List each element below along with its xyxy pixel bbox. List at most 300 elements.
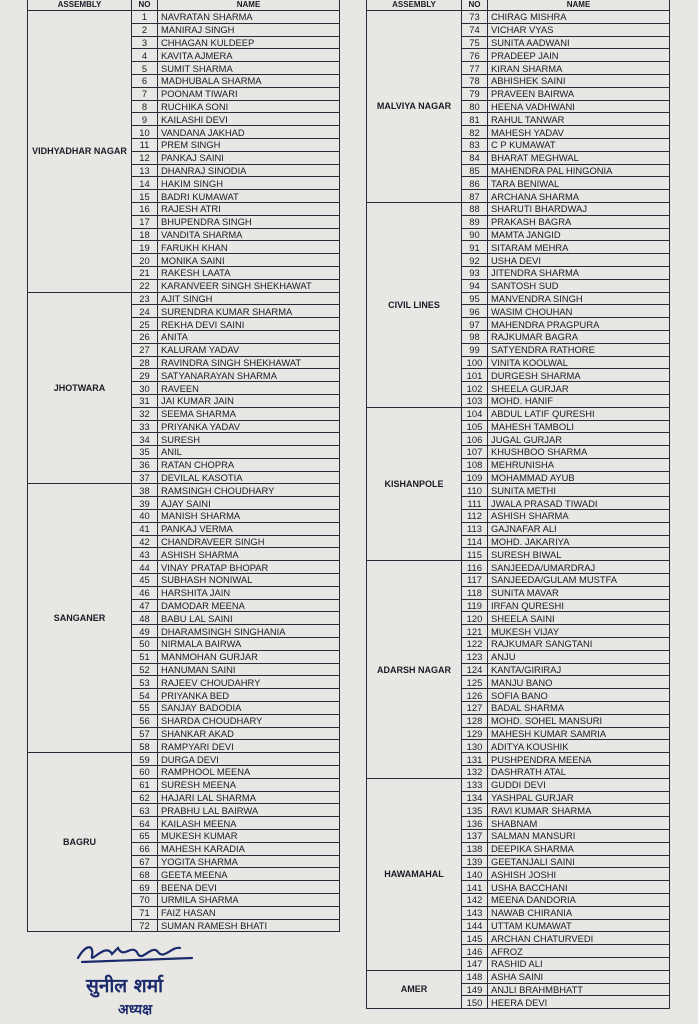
- serial-number-cell: 24: [132, 305, 158, 318]
- serial-number-cell: 90: [462, 228, 488, 241]
- table-row: [28, 484, 340, 497]
- member-name-cell: MAMTA JANGID: [488, 228, 670, 241]
- serial-number-cell: 61: [132, 778, 158, 791]
- serial-number-cell: 94: [462, 279, 488, 292]
- serial-number-cell: 27: [132, 343, 158, 356]
- serial-number-cell: 32: [132, 407, 158, 420]
- serial-number-cell: 124: [462, 663, 488, 676]
- serial-number-cell: 1: [132, 11, 158, 24]
- serial-number-cell: 16: [132, 202, 158, 215]
- member-name-cell: JITENDRA SHARMA: [488, 266, 670, 279]
- table-row: [367, 778, 670, 791]
- serial-number-cell: 87: [462, 190, 488, 203]
- member-name-cell: MANIRAJ SINGH: [158, 23, 340, 36]
- member-name-cell: MEENA DANDORIA: [488, 893, 670, 906]
- header-no: NO: [462, 0, 488, 11]
- member-name-cell: VICHAR VYAS: [488, 23, 670, 36]
- member-name-cell: NIRMALA BAIRWA: [158, 638, 340, 651]
- serial-number-cell: 133: [462, 778, 488, 791]
- serial-number-cell: 42: [132, 535, 158, 548]
- member-name-cell: KALURAM YADAV: [158, 343, 340, 356]
- member-name-cell: AJAY SAINI: [158, 497, 340, 510]
- member-name-cell: KAVITA AJMERA: [158, 49, 340, 62]
- member-name-cell: HAKIM SINGH: [158, 177, 340, 190]
- left-header-row: [28, 0, 340, 11]
- serial-number-cell: 99: [462, 343, 488, 356]
- member-name-cell: ASHISH JOSHI: [488, 868, 670, 881]
- serial-number-cell: 49: [132, 625, 158, 638]
- table-row: [367, 202, 670, 215]
- member-name-cell: AJIT SINGH: [158, 292, 340, 305]
- member-name-cell: RAMSINGH CHOUDHARY: [158, 484, 340, 497]
- member-name-cell: SUMIT SHARMA: [158, 62, 340, 75]
- serial-number-cell: 103: [462, 394, 488, 407]
- serial-number-cell: 41: [132, 522, 158, 535]
- table-row: [367, 561, 670, 574]
- member-name-cell: SHARUTI BHARDWAJ: [488, 202, 670, 215]
- serial-number-cell: 67: [132, 855, 158, 868]
- serial-number-cell: 88: [462, 202, 488, 215]
- serial-number-cell: 146: [462, 945, 488, 958]
- serial-number-cell: 79: [462, 87, 488, 100]
- serial-number-cell: 58: [132, 740, 158, 753]
- serial-number-cell: 84: [462, 151, 488, 164]
- member-name-cell: MOHD. SOHEL MANSURI: [488, 714, 670, 727]
- serial-number-cell: 100: [462, 356, 488, 369]
- serial-number-cell: 89: [462, 215, 488, 228]
- member-name-cell: ABDUL LATIF QURESHI: [488, 407, 670, 420]
- serial-number-cell: 46: [132, 586, 158, 599]
- member-name-cell: RASHID ALI: [488, 957, 670, 970]
- member-name-cell: NAVRATAN SHARMA: [158, 11, 340, 24]
- table-row: [367, 407, 670, 420]
- member-name-cell: DHANRAJ SINODIA: [158, 164, 340, 177]
- member-name-cell: HEENA VADHWANI: [488, 100, 670, 113]
- serial-number-cell: 48: [132, 612, 158, 625]
- member-name-cell: TARA BENIWAL: [488, 177, 670, 190]
- member-name-cell: ANITA: [158, 330, 340, 343]
- serial-number-cell: 111: [462, 497, 488, 510]
- member-name-cell: MOHAMMAD AYUB: [488, 471, 670, 484]
- member-name-cell: RAVI KUMAR SHARMA: [488, 804, 670, 817]
- serial-number-cell: 113: [462, 522, 488, 535]
- member-name-cell: RAJKUMAR BAGRA: [488, 330, 670, 343]
- serial-number-cell: 147: [462, 957, 488, 970]
- member-name-cell: RUCHIKA SONI: [158, 100, 340, 113]
- serial-number-cell: 34: [132, 433, 158, 446]
- serial-number-cell: 118: [462, 586, 488, 599]
- serial-number-cell: 19: [132, 241, 158, 254]
- member-name-cell: MADHUBALA SHARMA: [158, 74, 340, 87]
- member-name-cell: PANKAJ VERMA: [158, 522, 340, 535]
- serial-number-cell: 47: [132, 599, 158, 612]
- serial-number-cell: 52: [132, 663, 158, 676]
- serial-number-cell: 93: [462, 266, 488, 279]
- assembly-cell: BAGRU: [28, 753, 132, 932]
- serial-number-cell: 83: [462, 138, 488, 151]
- member-name-cell: VANDANA JAKHAD: [158, 126, 340, 139]
- header-assembly: ASSEMBLY: [367, 0, 462, 11]
- member-name-cell: ANJLI BRAHMBHATT: [488, 983, 670, 996]
- serial-number-cell: 85: [462, 164, 488, 177]
- member-name-cell: SUMAN RAMESH BHATI: [158, 919, 340, 932]
- serial-number-cell: 23: [132, 292, 158, 305]
- member-name-cell: MANISH SHARMA: [158, 510, 340, 523]
- member-name-cell: MUKESH KUMAR: [158, 830, 340, 843]
- member-name-cell: KANTA/GIRIRAJ: [488, 663, 670, 676]
- serial-number-cell: 106: [462, 433, 488, 446]
- member-name-cell: CHANDRAVEER SINGH: [158, 535, 340, 548]
- serial-number-cell: 145: [462, 932, 488, 945]
- member-name-cell: SURESH: [158, 433, 340, 446]
- table-row: [367, 11, 670, 24]
- member-name-cell: MAHESH TAMBOLI: [488, 420, 670, 433]
- member-name-cell: BHARAT MEGHWAL: [488, 151, 670, 164]
- member-name-cell: PRIYANKA BED: [158, 689, 340, 702]
- member-name-cell: ANIL: [158, 446, 340, 459]
- serial-number-cell: 97: [462, 318, 488, 331]
- serial-number-cell: 96: [462, 305, 488, 318]
- member-name-cell: RAVEEN: [158, 382, 340, 395]
- serial-number-cell: 38: [132, 484, 158, 497]
- serial-number-cell: 74: [462, 23, 488, 36]
- serial-number-cell: 101: [462, 369, 488, 382]
- serial-number-cell: 92: [462, 254, 488, 267]
- member-name-cell: SUNITA METHI: [488, 484, 670, 497]
- serial-number-cell: 136: [462, 817, 488, 830]
- serial-number-cell: 10: [132, 126, 158, 139]
- serial-number-cell: 120: [462, 612, 488, 625]
- member-name-cell: RAVINDRA SINGH SHEKHAWAT: [158, 356, 340, 369]
- serial-number-cell: 43: [132, 548, 158, 561]
- left-table: [27, 0, 340, 932]
- member-name-cell: SATYENDRA RATHORE: [488, 343, 670, 356]
- serial-number-cell: 59: [132, 753, 158, 766]
- member-name-cell: SANJAY BADODIA: [158, 702, 340, 715]
- serial-number-cell: 132: [462, 766, 488, 779]
- serial-number-cell: 70: [132, 893, 158, 906]
- member-name-cell: SEEMA SHARMA: [158, 407, 340, 420]
- member-name-cell: DURGESH SHARMA: [488, 369, 670, 382]
- member-name-cell: RAMPHOOL MEENA: [158, 766, 340, 779]
- serial-number-cell: 11: [132, 138, 158, 151]
- member-name-cell: YOGITA SHARMA: [158, 855, 340, 868]
- member-name-cell: BADRI KUMAWAT: [158, 190, 340, 203]
- serial-number-cell: 121: [462, 625, 488, 638]
- member-name-cell: SATYANARAYAN SHARMA: [158, 369, 340, 382]
- member-name-cell: MOHD. HANIF: [488, 394, 670, 407]
- member-name-cell: AFROZ: [488, 945, 670, 958]
- serial-number-cell: 108: [462, 458, 488, 471]
- serial-number-cell: 138: [462, 842, 488, 855]
- serial-number-cell: 140: [462, 868, 488, 881]
- serial-number-cell: 21: [132, 266, 158, 279]
- member-name-cell: PANKAJ SAINI: [158, 151, 340, 164]
- member-name-cell: CHIRAG MISHRA: [488, 11, 670, 24]
- serial-number-cell: 149: [462, 983, 488, 996]
- serial-number-cell: 131: [462, 753, 488, 766]
- member-name-cell: MAHESH KARADIA: [158, 842, 340, 855]
- member-name-cell: MANJU BANO: [488, 676, 670, 689]
- member-name-cell: IRFAN QURESHI: [488, 599, 670, 612]
- serial-number-cell: 102: [462, 382, 488, 395]
- member-name-cell: MAHESH KUMAR SAMRIA: [488, 727, 670, 740]
- assembly-cell: ADARSH NAGAR: [367, 561, 462, 779]
- serial-number-cell: 77: [462, 62, 488, 75]
- serial-number-cell: 63: [132, 804, 158, 817]
- serial-number-cell: 54: [132, 689, 158, 702]
- member-name-cell: FARUKH KHAN: [158, 241, 340, 254]
- table-row: [28, 11, 340, 24]
- member-name-cell: REKHA DEVI SAINI: [158, 318, 340, 331]
- member-name-cell: DEVILAL KASOTIA: [158, 471, 340, 484]
- signature-mark: [72, 934, 202, 970]
- serial-number-cell: 40: [132, 510, 158, 523]
- member-name-cell: POONAM TIWARI: [158, 87, 340, 100]
- serial-number-cell: 69: [132, 881, 158, 894]
- serial-number-cell: 95: [462, 292, 488, 305]
- serial-number-cell: 50: [132, 638, 158, 651]
- header-name: NAME: [158, 0, 340, 11]
- serial-number-cell: 30: [132, 382, 158, 395]
- signatory-name: सुनील शर्मा: [86, 975, 164, 997]
- assembly-cell: SANGANER: [28, 484, 132, 753]
- header-assembly: ASSEMBLY: [28, 0, 132, 11]
- serial-number-cell: 109: [462, 471, 488, 484]
- serial-number-cell: 57: [132, 727, 158, 740]
- serial-number-cell: 119: [462, 599, 488, 612]
- serial-number-cell: 6: [132, 74, 158, 87]
- serial-number-cell: 33: [132, 420, 158, 433]
- member-name-cell: HAJARI LAL SHARMA: [158, 791, 340, 804]
- member-name-cell: DURGA DEVI: [158, 753, 340, 766]
- member-name-cell: ANJU: [488, 650, 670, 663]
- serial-number-cell: 25: [132, 318, 158, 331]
- member-name-cell: SANJEEDA/GULAM MUSTFA: [488, 574, 670, 587]
- serial-number-cell: 60: [132, 766, 158, 779]
- member-name-cell: DASHRATH ATAL: [488, 766, 670, 779]
- serial-number-cell: 82: [462, 126, 488, 139]
- serial-number-cell: 114: [462, 535, 488, 548]
- serial-number-cell: 39: [132, 497, 158, 510]
- member-name-cell: SUNITA AADWANI: [488, 36, 670, 49]
- member-name-cell: ARCHANA SHARMA: [488, 190, 670, 203]
- serial-number-cell: 86: [462, 177, 488, 190]
- member-name-cell: SURENDRA KUMAR SHARMA: [158, 305, 340, 318]
- member-name-cell: PREM SINGH: [158, 138, 340, 151]
- serial-number-cell: 129: [462, 727, 488, 740]
- serial-number-cell: 110: [462, 484, 488, 497]
- member-name-cell: BEENA DEVI: [158, 881, 340, 894]
- serial-number-cell: 73: [462, 11, 488, 24]
- member-name-cell: PRAKASH BAGRA: [488, 215, 670, 228]
- serial-number-cell: 36: [132, 458, 158, 471]
- member-name-cell: HARSHITA JAIN: [158, 586, 340, 599]
- member-name-cell: RAKESH LAATA: [158, 266, 340, 279]
- member-name-cell: SHEELA SAINI: [488, 612, 670, 625]
- serial-number-cell: 104: [462, 407, 488, 420]
- member-name-cell: SUNITA MAVAR: [488, 586, 670, 599]
- serial-number-cell: 76: [462, 49, 488, 62]
- member-name-cell: ASHISH SHARMA: [488, 510, 670, 523]
- serial-number-cell: 134: [462, 791, 488, 804]
- member-name-cell: VANDITA SHARMA: [158, 228, 340, 241]
- serial-number-cell: 71: [132, 906, 158, 919]
- member-name-cell: DEEPIKA SHARMA: [488, 842, 670, 855]
- serial-number-cell: 115: [462, 548, 488, 561]
- signatory-title: अध्यक्ष: [118, 1002, 153, 1018]
- serial-number-cell: 45: [132, 574, 158, 587]
- member-name-cell: SHANKAR AKAD: [158, 727, 340, 740]
- member-name-cell: USHA DEVI: [488, 254, 670, 267]
- serial-number-cell: 144: [462, 919, 488, 932]
- member-name-cell: RAMPYARI DEVI: [158, 740, 340, 753]
- serial-number-cell: 123: [462, 650, 488, 663]
- member-name-cell: DAMODAR MEENA: [158, 599, 340, 612]
- serial-number-cell: 91: [462, 241, 488, 254]
- member-name-cell: SHARDA CHOUDHARY: [158, 714, 340, 727]
- member-name-cell: PRIYANKA YADAV: [158, 420, 340, 433]
- member-name-cell: C P KUMAWAT: [488, 138, 670, 151]
- member-name-cell: WASIM CHOUHAN: [488, 305, 670, 318]
- member-name-cell: SURESH BIWAL: [488, 548, 670, 561]
- serial-number-cell: 12: [132, 151, 158, 164]
- member-name-cell: YASHPAL GURJAR: [488, 791, 670, 804]
- member-name-cell: MUKESH VIJAY: [488, 625, 670, 638]
- assembly-cell: AMER: [367, 970, 462, 1008]
- serial-number-cell: 125: [462, 676, 488, 689]
- serial-number-cell: 3: [132, 36, 158, 49]
- serial-number-cell: 8: [132, 100, 158, 113]
- member-name-cell: MOHD. JAKARIYA: [488, 535, 670, 548]
- member-name-cell: USHA BACCHANI: [488, 881, 670, 894]
- member-name-cell: SANJEEDA/UMARDRAJ: [488, 561, 670, 574]
- member-name-cell: BHUPENDRA SINGH: [158, 215, 340, 228]
- member-name-cell: RAHUL TANWAR: [488, 113, 670, 126]
- serial-number-cell: 126: [462, 689, 488, 702]
- serial-number-cell: 66: [132, 842, 158, 855]
- serial-number-cell: 31: [132, 394, 158, 407]
- member-name-cell: JUGAL GURJAR: [488, 433, 670, 446]
- serial-number-cell: 141: [462, 881, 488, 894]
- serial-number-cell: 55: [132, 702, 158, 715]
- serial-number-cell: 14: [132, 177, 158, 190]
- member-name-cell: BABU LAL SAINI: [158, 612, 340, 625]
- serial-number-cell: 13: [132, 164, 158, 177]
- member-name-cell: BADAL SHARMA: [488, 702, 670, 715]
- member-name-cell: KIRAN SHARMA: [488, 62, 670, 75]
- member-name-cell: SHEELA GURJAR: [488, 382, 670, 395]
- assembly-cell: KISHANPOLE: [367, 407, 462, 561]
- member-name-cell: HANUMAN SAINI: [158, 663, 340, 676]
- member-name-cell: KARANVEER SINGH SHEKHAWAT: [158, 279, 340, 292]
- member-name-cell: RAJKUMAR SANGTANI: [488, 638, 670, 651]
- member-name-cell: SUBHASH NONIWAL: [158, 574, 340, 587]
- signature-scribble-icon: [72, 934, 202, 970]
- serial-number-cell: 116: [462, 561, 488, 574]
- member-name-cell: NAWAB CHIRANIA: [488, 906, 670, 919]
- member-name-cell: FAIZ HASAN: [158, 906, 340, 919]
- member-name-cell: MANVENDRA SINGH: [488, 292, 670, 305]
- member-name-cell: GAJNAFAR ALI: [488, 522, 670, 535]
- member-name-cell: GEETANJALI SAINI: [488, 855, 670, 868]
- member-name-cell: HEERA DEVI: [488, 996, 670, 1009]
- serial-number-cell: 44: [132, 561, 158, 574]
- member-name-cell: DHARAMSINGH SINGHANIA: [158, 625, 340, 638]
- serial-number-cell: 7: [132, 87, 158, 100]
- serial-number-cell: 72: [132, 919, 158, 932]
- member-name-cell: URMILA SHARMA: [158, 893, 340, 906]
- serial-number-cell: 62: [132, 791, 158, 804]
- serial-number-cell: 98: [462, 330, 488, 343]
- right-table: [366, 0, 670, 1009]
- assembly-cell: HAWAMAHAL: [367, 778, 462, 970]
- member-name-cell: JWALA PRASAD TIWADI: [488, 497, 670, 510]
- member-name-cell: PUSHPENDRA MEENA: [488, 753, 670, 766]
- table-row: [28, 292, 340, 305]
- serial-number-cell: 143: [462, 906, 488, 919]
- serial-number-cell: 51: [132, 650, 158, 663]
- member-name-cell: MAHENDRA PAL HINGONIA: [488, 164, 670, 177]
- serial-number-cell: 17: [132, 215, 158, 228]
- assembly-cell: JHOTWARA: [28, 292, 132, 484]
- header-name: NAME: [488, 0, 670, 11]
- serial-number-cell: 4: [132, 49, 158, 62]
- member-name-cell: RAJEEV CHOUDAHRY: [158, 676, 340, 689]
- member-name-cell: ARCHAN CHATURVEDI: [488, 932, 670, 945]
- member-name-cell: JAI KUMAR JAIN: [158, 394, 340, 407]
- member-name-cell: SALMAN MANSURI: [488, 830, 670, 843]
- member-name-cell: PRADEEP JAIN: [488, 49, 670, 62]
- assembly-cell: VIDHYADHAR NAGAR: [28, 11, 132, 293]
- member-name-cell: RAJESH ATRI: [158, 202, 340, 215]
- serial-number-cell: 2: [132, 23, 158, 36]
- serial-number-cell: 18: [132, 228, 158, 241]
- serial-number-cell: 127: [462, 702, 488, 715]
- serial-number-cell: 78: [462, 74, 488, 87]
- member-name-cell: CHHAGAN KULDEEP: [158, 36, 340, 49]
- serial-number-cell: 65: [132, 830, 158, 843]
- serial-number-cell: 80: [462, 100, 488, 113]
- member-name-cell: SITARAM MEHRA: [488, 241, 670, 254]
- serial-number-cell: 56: [132, 714, 158, 727]
- member-name-cell: PRAVEEN BAIRWA: [488, 87, 670, 100]
- table-row: [28, 753, 340, 766]
- serial-number-cell: 53: [132, 676, 158, 689]
- serial-number-cell: 139: [462, 855, 488, 868]
- serial-number-cell: 107: [462, 446, 488, 459]
- member-name-cell: GUDDI DEVI: [488, 778, 670, 791]
- header-no: NO: [132, 0, 158, 11]
- member-name-cell: UTTAM KUMAWAT: [488, 919, 670, 932]
- member-name-cell: RATAN CHOPRA: [158, 458, 340, 471]
- serial-number-cell: 37: [132, 471, 158, 484]
- member-name-cell: MAHESH YADAV: [488, 126, 670, 139]
- member-name-cell: SHABNAM: [488, 817, 670, 830]
- member-name-cell: MANMOHAN GURJAR: [158, 650, 340, 663]
- serial-number-cell: 28: [132, 356, 158, 369]
- serial-number-cell: 5: [132, 62, 158, 75]
- member-name-cell: KHUSHBOO SHARMA: [488, 446, 670, 459]
- left-table-body: [28, 11, 340, 932]
- serial-number-cell: 9: [132, 113, 158, 126]
- member-name-cell: SOFIA BANO: [488, 689, 670, 702]
- member-name-cell: VINAY PRATAP BHOPAR: [158, 561, 340, 574]
- member-name-cell: MONIKA SAINI: [158, 254, 340, 267]
- serial-number-cell: 148: [462, 970, 488, 983]
- serial-number-cell: 75: [462, 36, 488, 49]
- member-name-cell: PRABHU LAL BAIRWA: [158, 804, 340, 817]
